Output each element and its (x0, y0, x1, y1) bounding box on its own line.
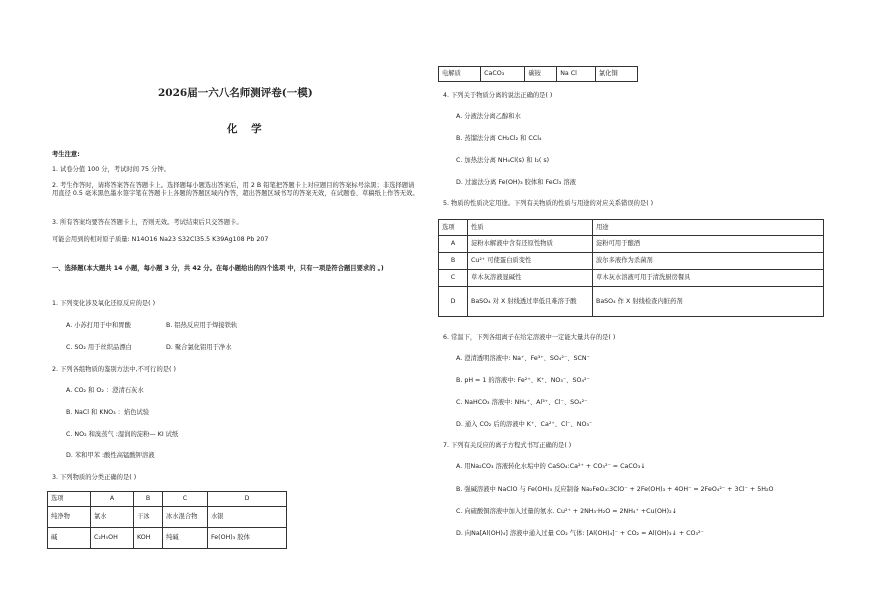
q6-option-a: A. 澄清透明溶液中: Na⁺、Fe³⁺、SO₄²⁻、SCN⁻ (456, 355, 590, 362)
q3-stem: 3. 下列物质的分类正确的是( ) (52, 474, 137, 481)
q3-table (47, 491, 287, 549)
table-cell: B (134, 492, 163, 507)
q2-option-d: D. 苯和甲苯 :酸性高锰酸钾溶液 (66, 452, 155, 459)
table-cell: 选项 (48, 492, 91, 507)
table-cell: Cu²⁺ 可使蛋白质变性 (468, 253, 593, 270)
q5-stem: 5. 物质的性质决定用途。下列有关物质的性质与用途的对应关系错误的是( ) (443, 200, 654, 207)
q2-option-b: B. NaCl 和 KNO₃ ：焰色试验 (66, 409, 150, 416)
table-cell: 草木灰溶液显碱性 (468, 270, 593, 287)
table-cell: Fe(OH)₃ 胶体 (208, 528, 287, 549)
q7-option-b: B. 强碱溶液中 NaClO 与 Fe(OH)₃ 反应制备 Na₂FeO₄:3ClO⁻ + 2Fe(OH)₃ + 4OH⁻ = 2FeO₄²⁻ + 3Cl⁻ + 5H₂O (456, 486, 774, 493)
table-cell: 草木灰水溶液可用于清洗厨房餐具 (593, 270, 824, 287)
table-row (439, 287, 824, 317)
table-cell: 性质 (468, 220, 593, 236)
table-cell: 干冰 (134, 507, 163, 528)
subject-title: 化 学 (227, 123, 267, 135)
q4-option-d: D. 过滤法分离 Fe(OH)₃ 胶体和 FeCl₃ 溶液 (456, 179, 576, 186)
q6-stem: 6. 常温下，下列各组离子在给定溶液中一定能大量共存的是( ) (443, 334, 616, 341)
table-cell: 选项 (439, 220, 468, 236)
table-cell: 氯水 (91, 507, 134, 528)
table-row (439, 236, 824, 253)
table-row (48, 492, 287, 507)
table-row (48, 507, 287, 528)
table-row (439, 67, 638, 82)
q1-stem: 1. 下列变化涉及氧化还原反应的是( ) (52, 300, 156, 307)
q7-stem: 7. 下列有关反应的离子方程式书写正确的是( ) (443, 442, 572, 449)
table-cell: 冰水混合物 (163, 507, 208, 528)
section-one-heading: 一、选择题(本大题共 14 小题，每小题 3 分，共 42 分。在每小题给出的四个选项 中，只有一项是符合题目要求的 。) (52, 265, 384, 272)
q6-option-b: B. pH = 1 的溶液中: Fe²⁺、K⁺、NO₃⁻、SO₄²⁻ (456, 377, 590, 384)
note-3: 3. 所有答案均要答在答题卡上，否则无效。考试结束后只交答题卡。 (52, 219, 243, 226)
table-cell: 碳铵 (525, 67, 557, 82)
table-cell: 电解质 (439, 67, 481, 82)
table-row (439, 270, 824, 287)
q4-option-b: B. 蒸馏法分离 CH₂Cl₂ 和 CCl₄ (456, 135, 542, 142)
q5-table (438, 219, 824, 317)
q2-stem: 2. 下列各组物质的鉴别方法中,不可行的是( ) (52, 366, 176, 373)
q1-option-d: D. 聚合氯化铝用于净水 (166, 344, 232, 351)
table-cell: 纯净物 (48, 507, 91, 528)
table-row (439, 253, 824, 270)
q6-option-c: C. NaHCO₃ 溶液中: NH₄⁺、Al³⁺、Cl⁻、SO₄²⁻ (456, 399, 588, 406)
table-cell: A (439, 236, 468, 253)
q1-option-c: C. SO₂ 用于丝织品漂白 (66, 344, 132, 351)
table-cell: C₂H₅OH (91, 528, 134, 549)
table-cell: C (163, 492, 208, 507)
table-cell: BaSO₄ 作 X 射线检查内脏药剂 (593, 287, 824, 317)
q1-option-a: A. 小苏打用于中和胃酸 (66, 322, 131, 329)
q7-option-d: D. 向Na[Al(OH)₄] 溶液中通入过量 CO₂ 气体: [Al(OH)₄]⁻ + CO₂ = Al(OH)₃↓ + CO₃²⁻ (456, 530, 704, 537)
table-row (48, 528, 287, 549)
q7-option-a: A. 用Na₂CO₃ 溶液转化水垢中的 CaSO₄:Ca²⁺ + CO₃²⁻ = CaCO₃↓ (456, 463, 646, 470)
atomic-masses: 可能会用到的相对原子质量: N14O16 Na23 S32Cl35.5 K39Ag108 Pb 207 (52, 236, 269, 243)
q3-table-continued (438, 66, 638, 82)
table-cell: 水银 (208, 507, 287, 528)
table-cell: BaSO₄ 对 X 射线透过率低且难溶于酸 (468, 287, 593, 317)
q2-option-c: C. NO₂ 和溴蒸气 :湿润的淀粉— KI 试纸 (66, 431, 179, 438)
q6-option-d: D. 通入 CO₂ 后的溶液中 K⁺、Ca²⁺、Cl⁻、NO₃⁻ (456, 421, 593, 428)
table-cell: 波尔多液作为杀菌剂 (593, 253, 824, 270)
notes-heading: 考生注意: (52, 151, 80, 158)
q4-option-c: C. 加热法分离 NH₄Cl(s) 和 I₂( s) (456, 157, 550, 164)
table-cell: 纯碱 (163, 528, 208, 549)
note-2: 2. 考生作答时，请将答案答在答题卡上。选择题每小题选出答案后，用 2 B 铅笔把答题卡上对应题目的答案标号涂黑；非选择题请用直径 0.5 毫米黑色墨水签字笔在答题卡上各题的答题区域内作答，超出答题区域书写的答案无效，在试题卷、草稿纸上作答无效。 (52, 182, 419, 197)
table-cell: 碱 (48, 528, 91, 549)
q1-option-b: B. 铝热反应用于焊接铁轨 (166, 322, 238, 329)
table-cell: D (439, 287, 468, 317)
q4-stem: 4. 下列关于物质分离的说法正确的是( ) (443, 92, 553, 99)
table-cell: A (91, 492, 134, 507)
q4-option-a: A. 分液法分离乙醇和水 (456, 113, 521, 120)
table-cell: C (439, 270, 468, 287)
table-cell: 用途 (593, 220, 824, 236)
table-cell: D (208, 492, 287, 507)
table-cell: 淀粉可用于酿酒 (593, 236, 824, 253)
table-cell: CaCO₃ (481, 67, 525, 82)
table-cell: 淀粉水解液中含有还原性物质 (468, 236, 593, 253)
exam-title: 2026届一六八名师测评卷(一模) (158, 87, 313, 99)
table-cell: Na Cl (557, 67, 596, 82)
table-cell: KOH (134, 528, 163, 549)
table-cell: 氯化铜 (595, 67, 637, 82)
table-row (439, 220, 824, 236)
note-1: 1. 试卷分值 100 分，考试时间 75 分钟。 (52, 166, 170, 173)
table-cell: B (439, 253, 468, 270)
q7-option-c: C. 向硫酸铜溶液中加入过量的氨水. Cu²⁺ + 2NH₃·H₂O = 2NH₄⁺ +Cu(OH)₂↓ (456, 508, 677, 515)
q2-option-a: A. CO₂ 和 O₂ ：澄清石灰水 (66, 387, 144, 394)
